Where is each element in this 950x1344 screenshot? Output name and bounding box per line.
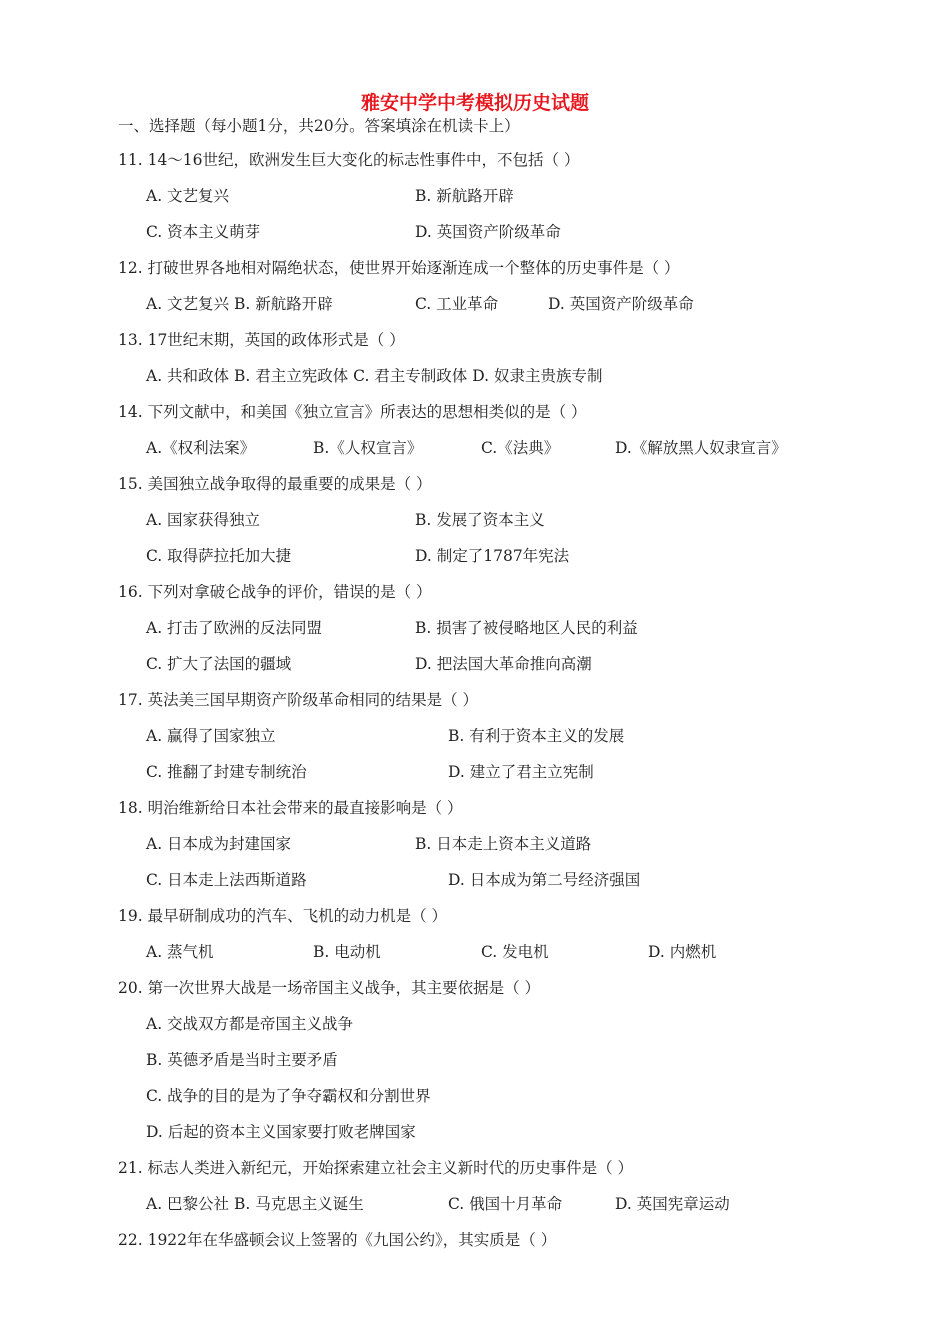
question-12: 12. 打破世界各地相对隔绝状态，使世界开始逐渐连成一个整体的历史事件是（ ）	[118, 259, 680, 277]
option-d: D. 日本成为第二号经济强国	[448, 871, 641, 889]
option-d: D. 把法国大革命推向高潮	[415, 655, 592, 673]
option-ab: A. 文艺复兴 B. 新航路开辟	[146, 295, 333, 313]
question-14: 14. 下列文献中，和美国《独立宣言》所表达的思想相类似的是（ ）	[118, 403, 587, 421]
option-d: D. 建立了君主立宪制	[448, 763, 594, 781]
option-b: B. 日本走上资本主义道路	[415, 835, 592, 853]
option-c: C. 资本主义萌芽	[146, 223, 261, 241]
question-17: 17. 英法美三国早期资产阶级革命相同的结果是（ ）	[118, 691, 479, 709]
question-22: 22. 1922年在华盛顿会议上签署的《九国公约》，其实质是（ ）	[118, 1231, 557, 1249]
question-21: 21. 标志人类进入新纪元，开始探索建立社会主义新时代的历史事件是（ ）	[118, 1159, 634, 1177]
question-19: 19. 最早研制成功的汽车、飞机的动力机是（ ）	[118, 907, 448, 925]
option-a: A.《权利法案》	[146, 439, 256, 457]
option-b: B. 电动机	[313, 943, 381, 961]
option-b: B. 新航路开辟	[415, 187, 514, 205]
option-d: D. 英国资产阶级革命	[548, 295, 694, 313]
option-a: A. 文艺复兴	[146, 187, 230, 205]
option-c: C. 推翻了封建专制统治	[146, 763, 307, 781]
question-16: 16. 下列对拿破仑战争的评价，错误的是（ ）	[118, 583, 432, 601]
option-c: C. 取得萨拉托加大捷	[146, 547, 292, 565]
question-20: 20. 第一次世界大战是一场帝国主义战争，其主要依据是（ ）	[118, 979, 541, 997]
question-15: 15. 美国独立战争取得的最重要的成果是（ ）	[118, 475, 432, 493]
option-b: B. 有利于资本主义的发展	[448, 727, 625, 745]
option-c: C. 发电机	[481, 943, 549, 961]
option-b: B. 损害了被侵略地区人民的利益	[415, 619, 638, 637]
option-d: D. 英国宪章运动	[615, 1195, 730, 1213]
page-title: 雅安中学中考模拟历史试题	[360, 92, 589, 114]
option-ab: A. 巴黎公社 B. 马克思主义诞生	[146, 1195, 364, 1213]
option-a: A. 日本成为封建国家	[146, 835, 292, 853]
option-c: C. 扩大了法国的疆域	[146, 655, 292, 673]
option-a: A. 交战双方都是帝国主义战争	[146, 1015, 354, 1033]
options-abcd: A. 共和政体 B. 君主立宪政体 C. 君主专制政体 D. 奴隶主贵族专制	[146, 367, 603, 385]
option-c: C. 日本走上法西斯道路	[146, 871, 307, 889]
option-b: B.《人权宣言》	[313, 439, 423, 457]
option-a: A. 打击了欧洲的反法同盟	[146, 619, 323, 637]
option-d: D. 制定了1787年宪法	[415, 547, 570, 565]
option-c: C. 俄国十月革命	[448, 1195, 563, 1213]
option-b: B. 英德矛盾是当时主要矛盾	[146, 1051, 338, 1069]
section-heading: 一、选择题（每小题1分，共20分。答案填涂在机读卡上）	[118, 117, 520, 135]
option-d: D. 后起的资本主义国家要打败老牌国家	[146, 1123, 416, 1141]
question-18: 18. 明治维新给日本社会带来的最直接影响是（ ）	[118, 799, 463, 817]
option-d: D.《解放黑人奴隶宣言》	[615, 439, 787, 457]
question-11: 11. 14～16世纪，欧洲发生巨大变化的标志性事件中，不包括（ ）	[118, 151, 580, 169]
option-b: B. 发展了资本主义	[415, 511, 545, 529]
option-c: C.《法典》	[481, 439, 560, 457]
option-d: D. 英国资产阶级革命	[415, 223, 561, 241]
option-a: A. 赢得了国家独立	[146, 727, 276, 745]
option-a: A. 蒸气机	[146, 943, 214, 961]
option-c: C. 工业革命	[415, 295, 499, 313]
option-a: A. 国家获得独立	[146, 511, 261, 529]
question-13: 13. 17世纪末期，英国的政体形式是（ ）	[118, 331, 405, 349]
option-c: C. 战争的目的是为了争夺霸权和分割世界	[146, 1087, 431, 1105]
option-d: D. 内燃机	[648, 943, 717, 961]
